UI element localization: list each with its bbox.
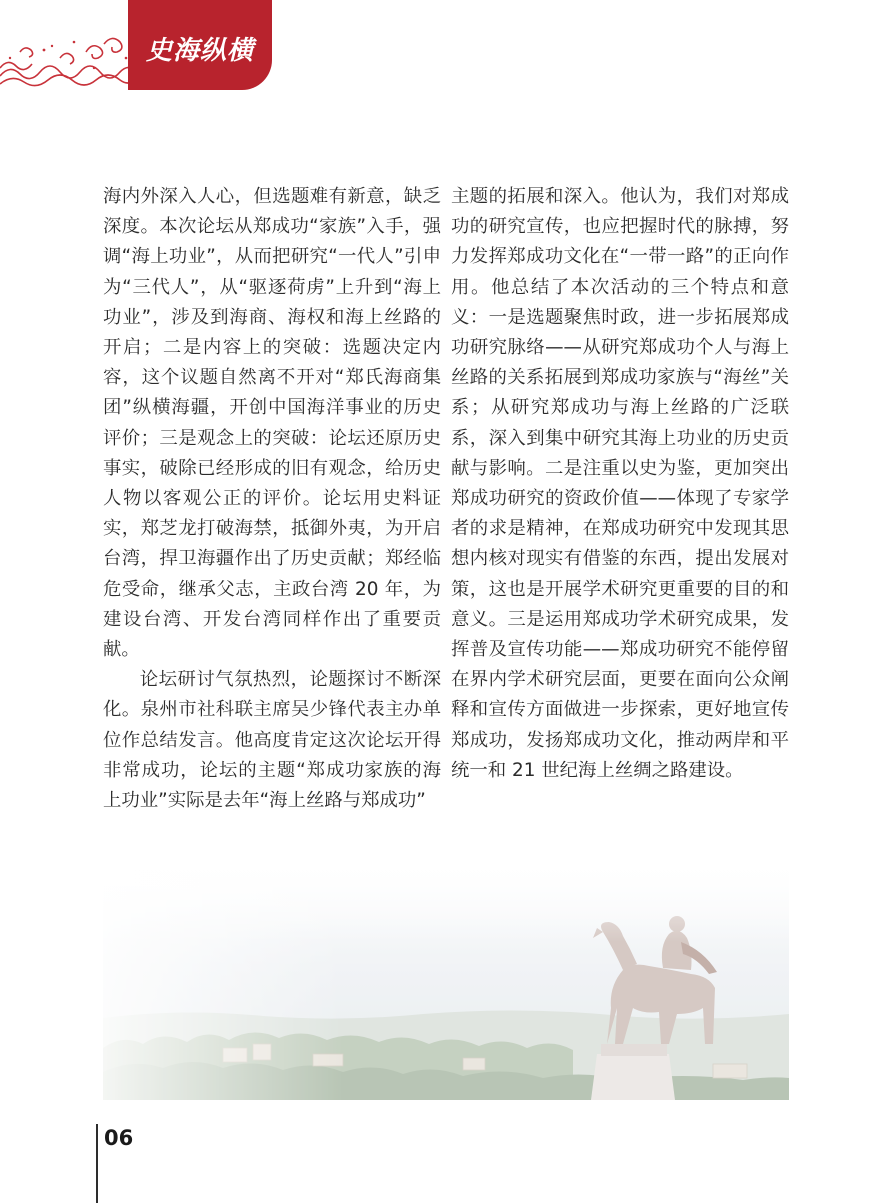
article-column-right (451, 182, 789, 786)
paragraph-continued: 海内外深入人心，但选题难有新意，缺乏深度。本次论坛从郑成功“家族”入手，强调“海上功业”，从而把研究“一代人”引申为“三代人”，从“驱逐荷虏”上升到“海上功业”，涉及到海商、海权和海上丝路的开启；二是内容上的突破：选题决定内容，这个议题自然离不开对“郑氏海商集团”纵横海疆，开创中国海洋事业的历史评价；三是观念上的突破：论坛还原历史事实，破除已经形成的旧有观念，给历史人物以客观公正的评价。论坛用史料证实，郑芝龙打破海禁，抵御外夷，为开启台湾，捍卫海疆作出了历史贡献；郑经临危受命，继承父志，主政台湾 20 年，为建设台湾、开发台湾同样作出了重要贡献。 (103, 186, 441, 661)
article-column-left (103, 182, 441, 816)
paragraph: 论坛研讨气氛热烈，论题探讨不断深化。泉州市社科联主席吴少锋代表主办单位作总结发言。他高度肯定这次论坛开得非常成功，论坛的主题“郑成功家族的海上功业”实际是去年“海上丝路与郑成功” (103, 669, 441, 812)
statue-landscape-photo (103, 858, 789, 1100)
wave-decoration (0, 28, 135, 90)
page-number: 06 (104, 1126, 134, 1150)
section-title: 史海纵横 (145, 36, 254, 66)
page-number-rule (96, 1124, 98, 1203)
section-header-tab (128, 0, 272, 90)
paragraph-continued: 主题的拓展和深入。他认为，我们对郑成功的研究宣传，也应把握时代的脉搏，努力发挥郑成功文化在“一带一路”的正向作用。他总结了本次活动的三个特点和意义：一是选题聚焦时政，进一步拓展郑成功研究脉络——从研究郑成功个人与海上丝路的关系拓展到郑成功家族与“海丝”关系；从研究郑成功与海上丝路的广泛联系，深入到集中研究其海上功业的历史贡献与影响。二是注重以史为鉴，更加突出郑成功研究的资政价值——体现了专家学者的求是精神，在郑成功研究中发现其思想内核对现实有借鉴的东西，提出发展对策，这也是开展学术研究更重要的目的和意义。三是运用郑成功学术研究成果，发挥普及宣传功能——郑成功研究不能停留在界内学术研究层面，更要在面向公众阐释和宣传方面做进一步探索，更好地宣传郑成功，发扬郑成功文化，推动两岸和平统一和 21 世纪海上丝绸之路建设。 (451, 186, 789, 781)
